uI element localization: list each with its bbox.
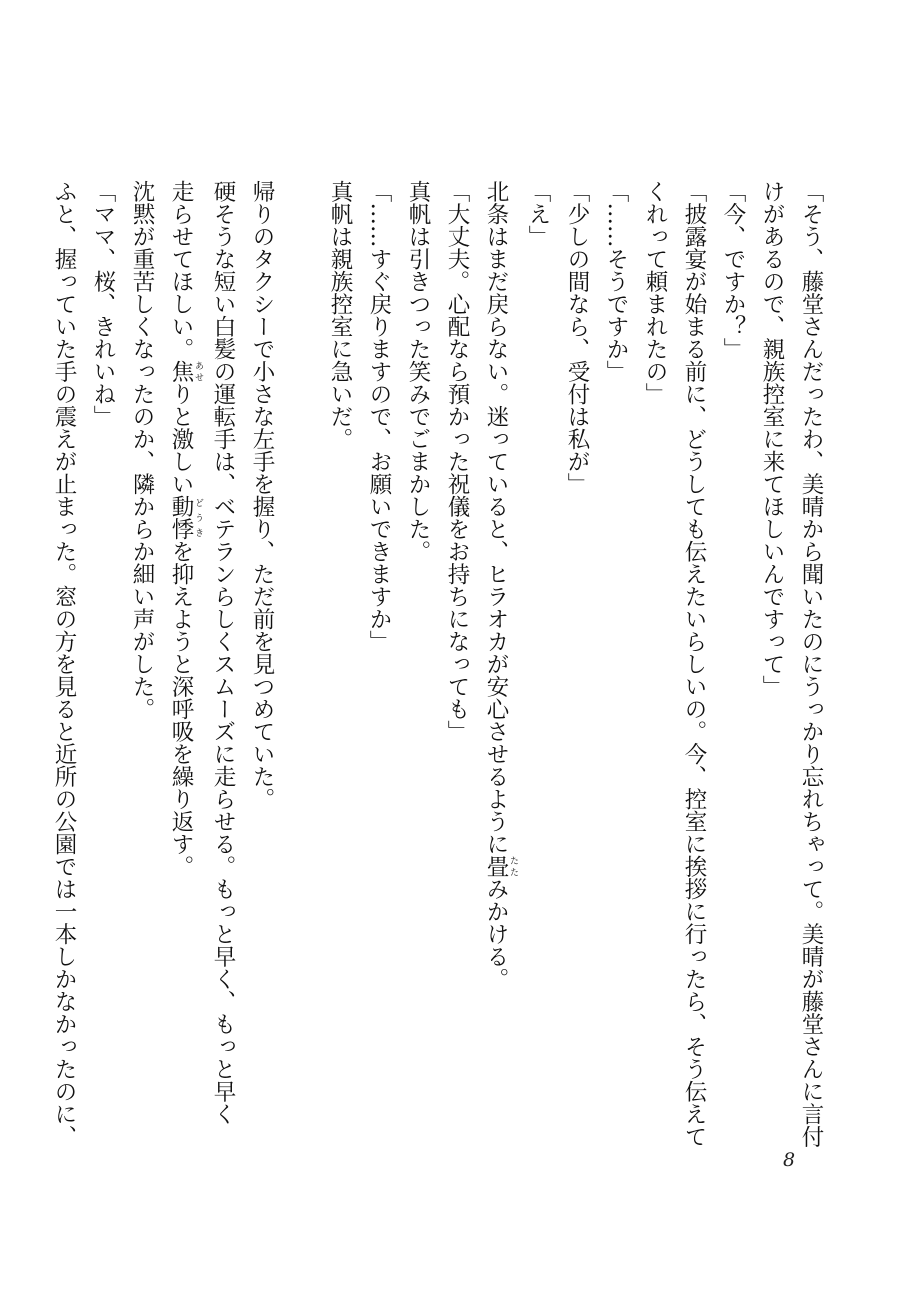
text-line: 真帆は引きつった笑みでごまかした。 [405, 180, 431, 563]
text-line: 「大丈夫。心配なら預かった祝儀をお持ちになっても」 [444, 180, 470, 743]
text-line: ふと、握っていた手の震えが止まった。窓の方を見ると近所の公園では一本しかなかったのに、 [51, 180, 77, 1148]
text-line: 「今、ですか？」 [720, 180, 746, 360]
text-line: 帰りのタクシーで小さな左手を握り、ただ前を見つめていた。 [249, 180, 275, 810]
page-number: 8 [783, 1149, 796, 1171]
section-break [281, 180, 320, 1180]
ruby-ase: 焦 あせ [168, 360, 203, 383]
text-line: 硬そうな短い白髪の運転手は、ベテランらしくスムーズに走らせる。もっと早く、もっと早く [210, 180, 236, 1125]
text-segment: みかける。 [483, 877, 509, 990]
text-line-with-ruby [161, 180, 203, 1180]
text-line: 「え」 [525, 180, 551, 248]
text-line: 「少しの間なら、受付は私が」 [564, 180, 590, 495]
text-line: 真帆は親族控室に急いだ。 [327, 180, 353, 450]
text-line: 沈黙が重苦しくなったのか、隣からか細い声がした。 [129, 180, 155, 720]
text-line: 「披露宴が始まる前に、どうしても伝えたいらしいの。今、控室に挨拶に行ったら、そう伝えて [681, 180, 707, 1148]
ruby-tatami: 畳 たた [483, 855, 518, 878]
text-line: 「そう、藤堂さんだったわ、美晴から聞いたのにうっかり忘れちゃって。美晴が藤堂さんに言付 [798, 180, 824, 1148]
text-segment: 北条はまだ戻らない。迷っていると、ヒラオカが安心させるように [483, 180, 509, 855]
text-line-with-ruby [476, 180, 518, 1180]
text-line: けがあるので、親族控室に来てほしいんですって」 [759, 180, 785, 698]
ruby-douki: 動悸 どうき [168, 495, 203, 540]
text-segment: を抑えようと深呼吸を繰り返す。 [168, 540, 194, 878]
vertical-text-body [44, 180, 830, 1180]
text-line: くれって頼まれたの」 [642, 180, 668, 405]
text-line: 「ママ、桜、きれいね」 [90, 180, 116, 428]
text-line: 「……すぐ戻りますので、お願いできますか」 [366, 180, 392, 653]
text-line: 「……そうですか」 [603, 180, 629, 383]
text-segment: 走らせてほしい。 [168, 180, 194, 360]
text-segment: りと激しい [168, 382, 194, 495]
